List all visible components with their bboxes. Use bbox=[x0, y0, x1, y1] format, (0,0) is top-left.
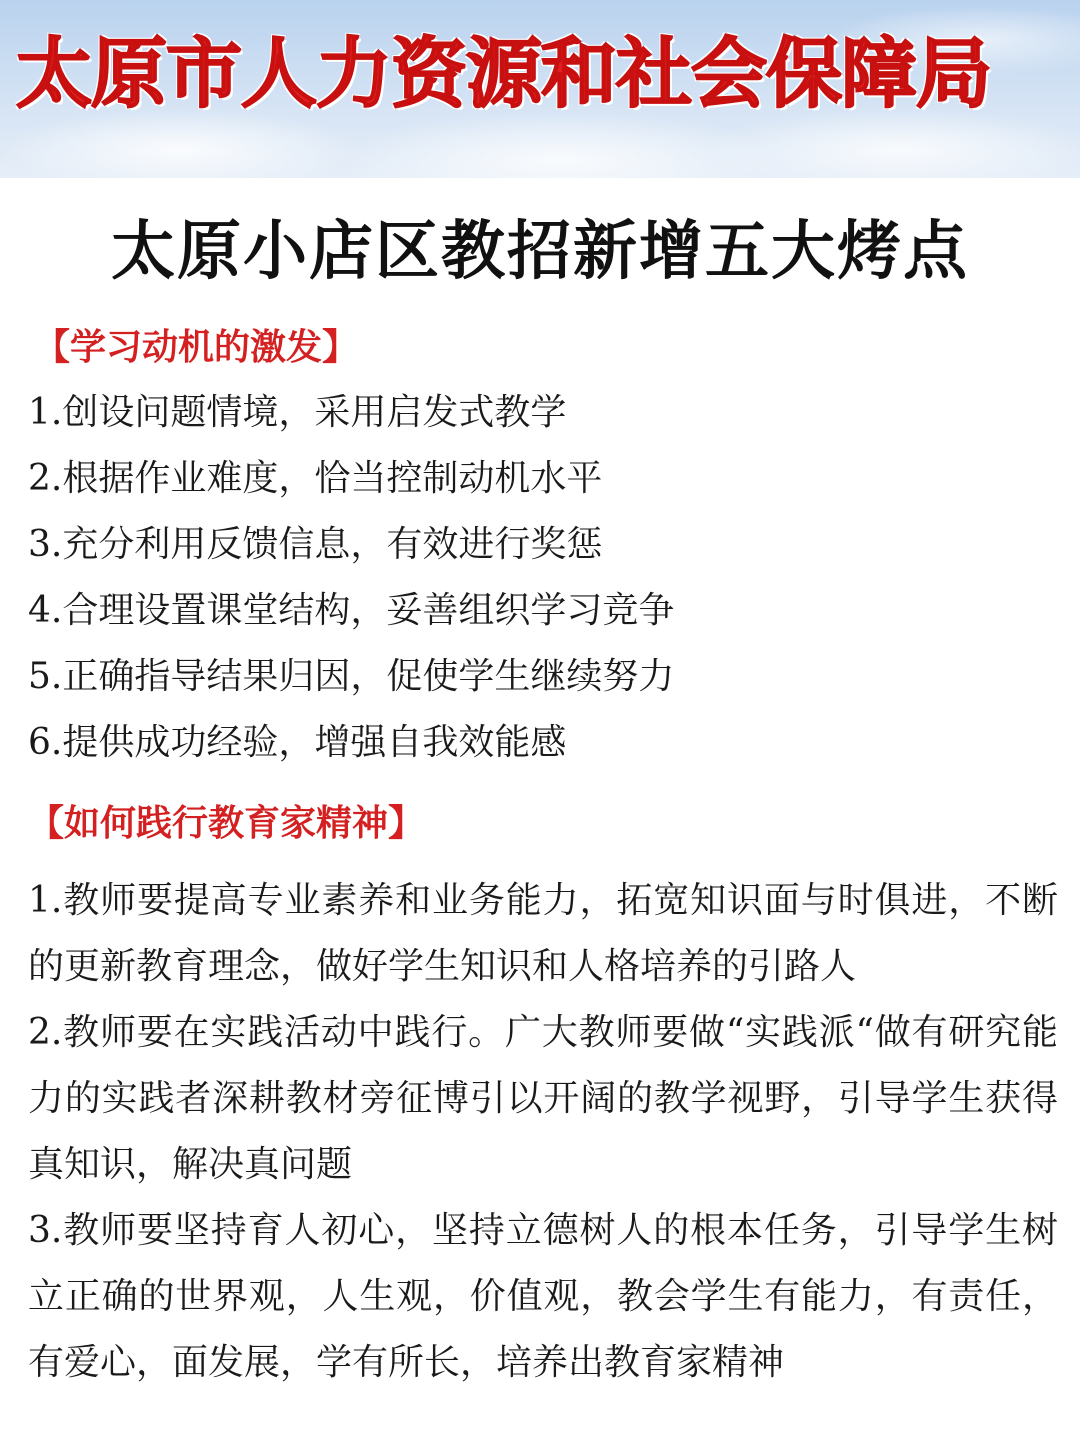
section-educator-spirit bbox=[28, 794, 1058, 1396]
list-item: 2.根据作业难度，恰当控制动机水平 bbox=[28, 458, 603, 499]
section-heading: 【学习动机的激发】 bbox=[34, 326, 359, 368]
list-item: 4.合理设置课堂结构，妥善组织学习竞争 bbox=[28, 590, 675, 631]
list-item: 1.教师要提高专业素养和业务能力，拓宽知识面与时俱进，不断的更新教育理念，做好学生知识和人格培养的引路人 bbox=[28, 880, 1058, 987]
section-gap bbox=[28, 776, 1058, 794]
section-heading: 【如何践行教育家精神】 bbox=[28, 802, 425, 844]
banner-title: 太原市人力资源和社会保障局 bbox=[16, 29, 991, 118]
list-item: 3.充分利用反馈信息，有效进行奖惩 bbox=[28, 524, 603, 565]
content bbox=[28, 318, 1058, 1396]
list-item: 3.教师要坚持育人初心，坚持立德树人的根本任务，引导学生树立正确的世界观，人生观，价值观，教会学生有能力，有责任，有爱心，面发展，学有所长，培养出教育家精神 bbox=[28, 1210, 1058, 1383]
list-item: 5.正确指导结果归因，促使学生继续努力 bbox=[28, 656, 675, 697]
banner bbox=[0, 0, 1080, 178]
list-item: 6.提供成功经验，增强自我效能感 bbox=[28, 722, 567, 763]
list bbox=[28, 868, 1058, 1396]
page-title: 太原小店区教招新增五大烤点 bbox=[111, 215, 969, 289]
list bbox=[28, 380, 1058, 776]
list-item: 2.教师要在实践活动中践行。广大教师要做“实践派“做有研究能力的实践者深耕教材旁征博引以开阔的教学视野，引导学生获得真知识，解决真问题 bbox=[28, 1012, 1058, 1185]
list-item: 1.创设问题情境，采用启发式教学 bbox=[28, 392, 567, 433]
section-motivation bbox=[28, 318, 1058, 776]
